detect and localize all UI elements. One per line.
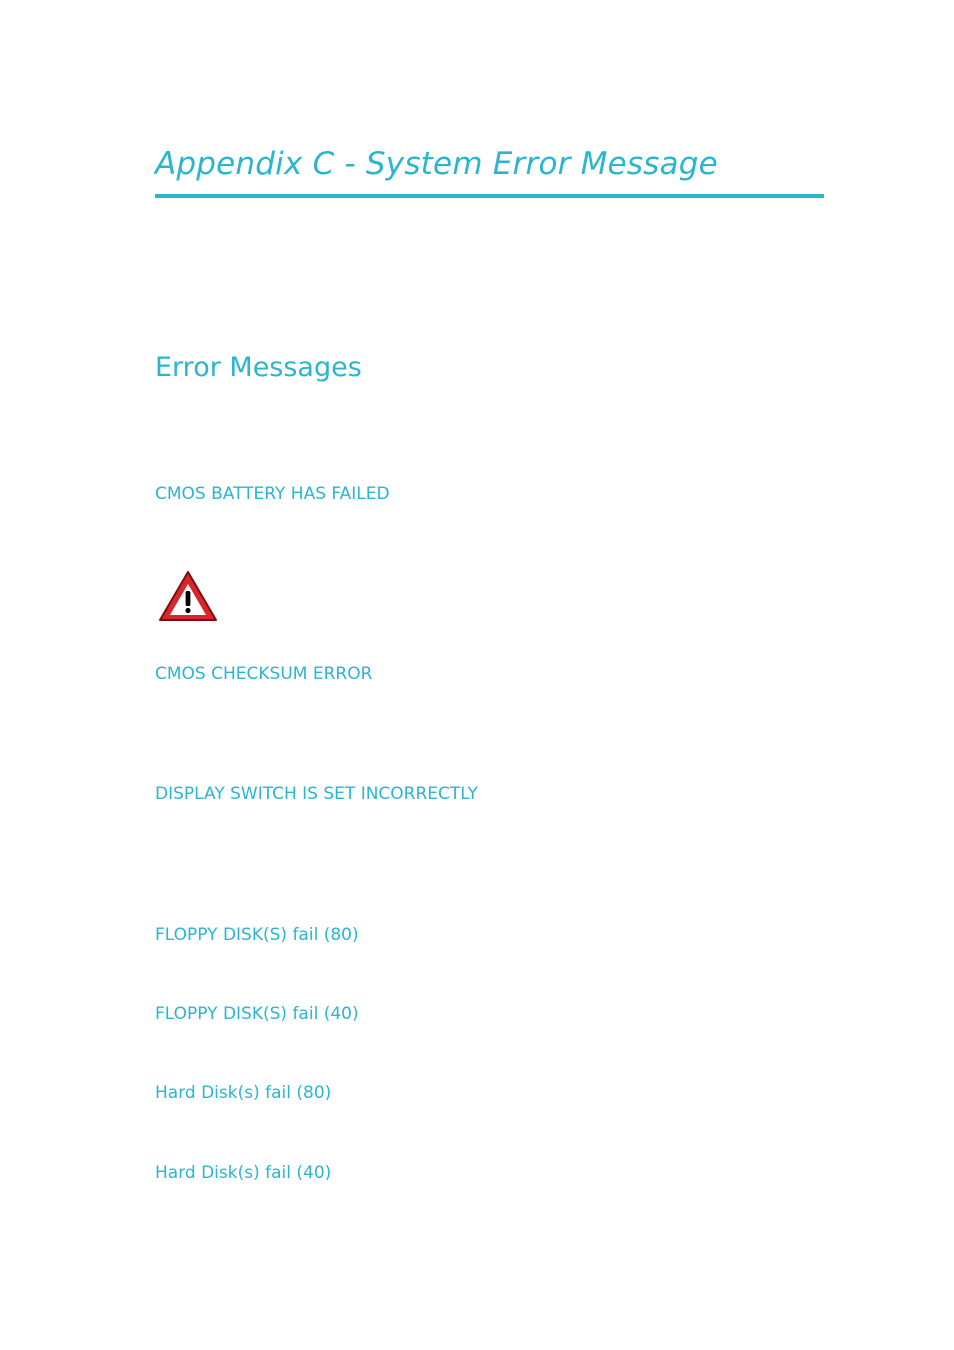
error-message-floppy-80: FLOPPY DISK(S) fail (80) [155, 925, 359, 945]
error-message-floppy-40: FLOPPY DISK(S) fail (40) [155, 1004, 359, 1024]
error-message-cmos-checksum: CMOS CHECKSUM ERROR [155, 664, 373, 684]
error-message-cmos-battery: CMOS BATTERY HAS FAILED [155, 484, 390, 504]
section-heading: Error Messages [155, 352, 362, 383]
title-rule [155, 194, 824, 198]
error-message-hard-disk-40: Hard Disk(s) fail (40) [155, 1163, 332, 1183]
warning-triangle-icon [157, 569, 219, 623]
error-message-hard-disk-80: Hard Disk(s) fail (80) [155, 1083, 332, 1103]
page-title: Appendix C - System Error Message [155, 146, 718, 182]
error-message-display-switch: DISPLAY SWITCH IS SET INCORRECTLY [155, 784, 478, 804]
